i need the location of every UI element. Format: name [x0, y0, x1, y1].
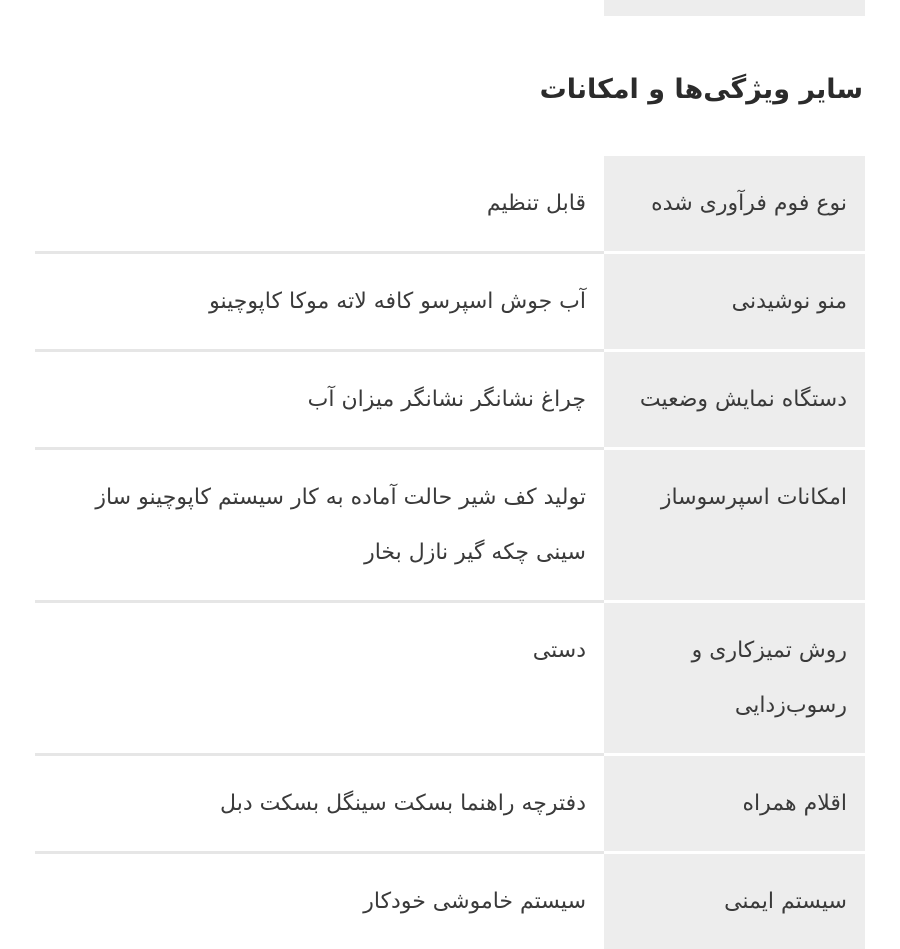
spec-label: دستگاه نمایش وضعیت [604, 352, 865, 447]
spec-row [35, 352, 865, 447]
spec-row [35, 854, 865, 949]
spec-label: نوع فوم فرآوری شده [604, 156, 865, 251]
spec-value: آب جوش اسپرسو کافه لاته موکا کاپوچینو [35, 254, 604, 352]
spec-value: دفترچه راهنما بسکت سینگل بسکت دبل [35, 756, 604, 854]
spec-row [35, 603, 865, 753]
spec-label: روش تمیزکاری و رسوب‌زدایی [604, 603, 865, 753]
spec-label: سیستم ایمنی [604, 854, 865, 949]
previous-table-cell-fragment [604, 0, 865, 16]
spec-row [35, 254, 865, 349]
section-title: سایر ویژگی‌ها و امکانات [539, 74, 863, 105]
specs-table [35, 156, 865, 949]
spec-row [35, 156, 865, 251]
spec-row [35, 756, 865, 851]
spec-label: امکانات اسپرسوساز [604, 450, 865, 600]
spec-label: منو نوشیدنی [604, 254, 865, 349]
spec-label: اقلام همراه [604, 756, 865, 851]
spec-value: دستی [35, 603, 604, 756]
spec-value: چراغ نشانگر نشانگر میزان آب [35, 352, 604, 450]
spec-row [35, 450, 865, 600]
spec-value: سیستم خاموشی خودکار [363, 889, 586, 914]
spec-value: تولید کف شیر حالت آماده به کار سیستم کاپوچینو ساز سینی چکه گیر نازل بخار [35, 450, 604, 603]
spec-value: قابل تنظیم [35, 156, 604, 254]
